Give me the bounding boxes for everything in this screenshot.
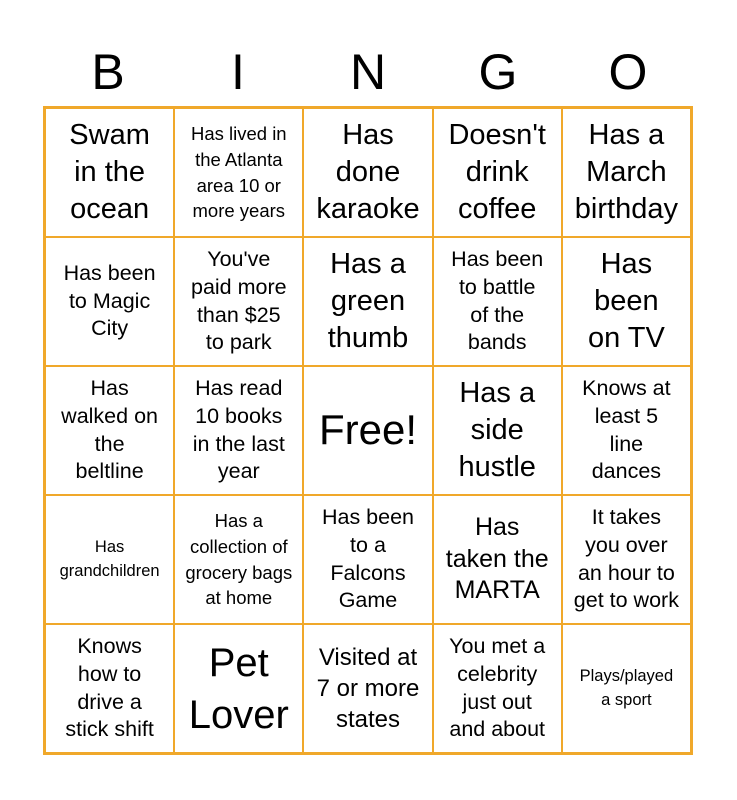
cell-text: Has grandchildren [59, 538, 160, 580]
bingo-cell[interactable] [174, 495, 303, 624]
bingo-cell[interactable] [174, 624, 303, 753]
cell-text: Knows how to drive a stick shift [65, 633, 154, 742]
bingo-board [43, 106, 693, 755]
bingo-cell[interactable] [45, 108, 174, 237]
cell-text: Has a March birthday [574, 119, 678, 225]
bingo-cell[interactable] [45, 237, 174, 366]
bingo-cell[interactable] [433, 366, 562, 495]
cell-text: Has been to a Falcons Game [321, 504, 415, 613]
header-letter-g: G [478, 44, 518, 100]
bingo-cell[interactable] [174, 366, 303, 495]
bingo-cell[interactable] [562, 237, 691, 366]
bingo-cell[interactable] [433, 495, 562, 624]
bingo-header [43, 38, 693, 106]
bingo-cell[interactable] [45, 624, 174, 753]
bingo-cell[interactable] [174, 237, 303, 366]
cell-text: Has taken the MARTA [445, 512, 549, 605]
cell-text: Has been to Magic City [63, 260, 156, 341]
cell-text: Has lived in the Atlanta area 10 or more years [190, 122, 287, 222]
header-letter-i: I [231, 44, 245, 100]
bingo-cell[interactable] [45, 495, 174, 624]
cell-text: Knows at least 5 line dances [582, 375, 671, 484]
bingo-cell[interactable] [433, 237, 562, 366]
free-space[interactable] [303, 366, 432, 495]
header-letter-o: O [608, 44, 648, 100]
bingo-cell[interactable] [303, 495, 432, 624]
bingo-cell[interactable] [562, 495, 691, 624]
bingo-cell[interactable] [45, 366, 174, 495]
cell-text: Pet Lover [188, 640, 289, 737]
bingo-cell[interactable] [562, 366, 691, 495]
cell-text: Plays/played a sport [579, 667, 674, 709]
bingo-cell[interactable] [562, 624, 691, 753]
cell-text: Has been to battle of the bands [451, 246, 544, 355]
cell-text: Swam in the ocean [69, 119, 150, 225]
cell-text: Has a side hustle [458, 377, 536, 483]
cell-text: Has a green thumb [327, 248, 409, 354]
header-letter-b: B [91, 44, 125, 100]
cell-text: Has a collection of grocery bags at home [185, 509, 293, 609]
bingo-cell[interactable] [562, 108, 691, 237]
bingo-cell[interactable] [433, 108, 562, 237]
cell-text: Has read 10 books in the last year [192, 375, 285, 484]
free-space-label: Free! [318, 406, 417, 454]
cell-text: Doesn't drink coffee [448, 119, 546, 225]
cell-text: Visited at 7 or more states [316, 643, 420, 734]
cell-text: Has walked on the beltline [61, 375, 158, 484]
cell-text: Has done karaoke [316, 119, 420, 225]
bingo-cell[interactable] [303, 624, 432, 753]
bingo-cell[interactable] [433, 624, 562, 753]
bingo-cell[interactable] [174, 108, 303, 237]
bingo-cell[interactable] [303, 237, 432, 366]
header-letter-n: N [349, 44, 387, 100]
cell-text: It takes you over an hour to get to work [573, 504, 679, 613]
bingo-cell[interactable] [303, 108, 432, 237]
cell-text: Has been on TV [587, 248, 665, 354]
cell-text: You met a celebrity just out and about [449, 633, 546, 742]
cell-text: You've paid more than $25 to park [190, 246, 287, 355]
